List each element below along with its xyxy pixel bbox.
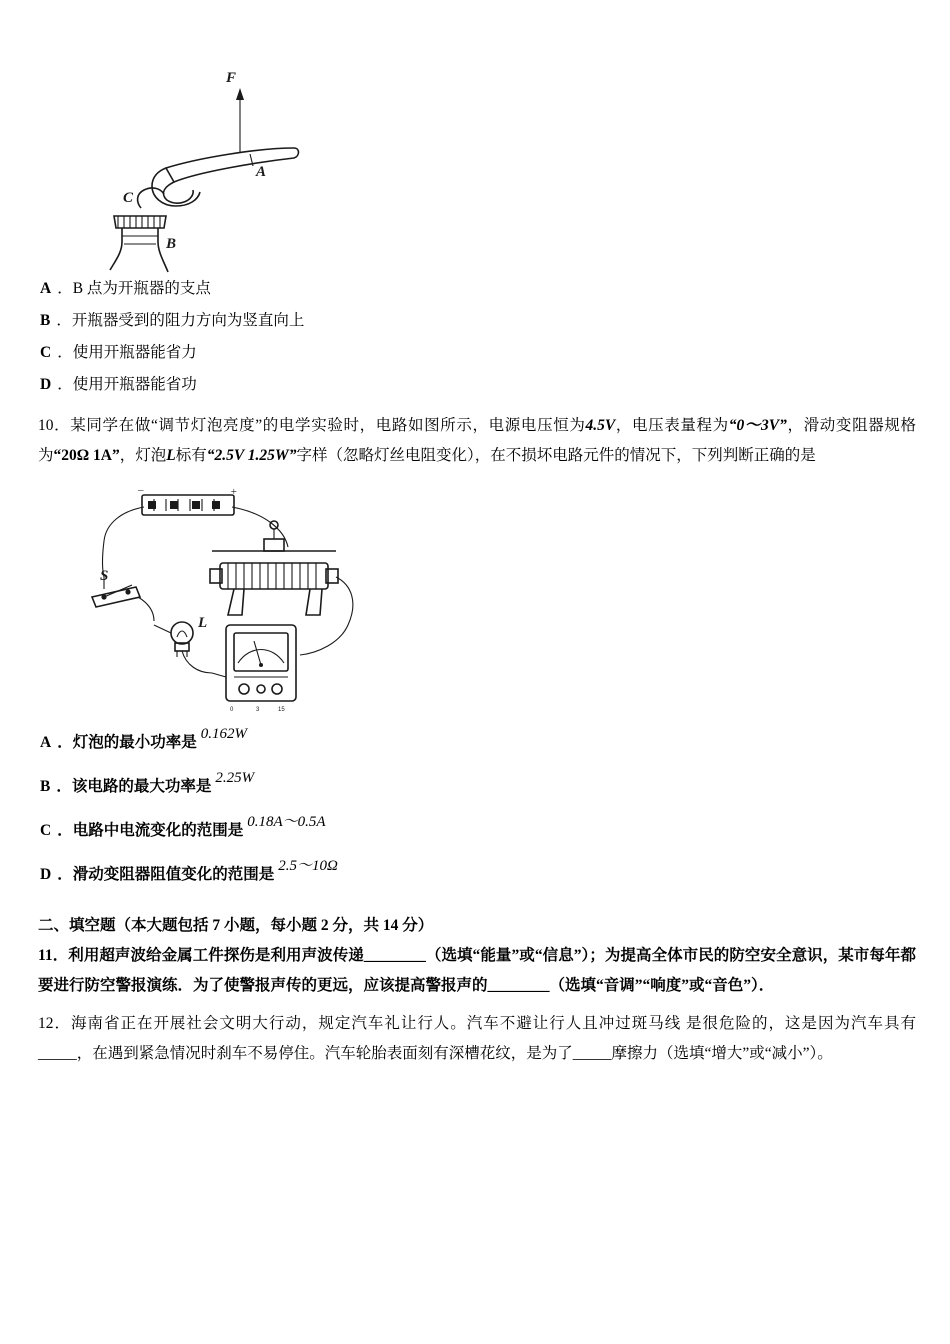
option-formula: 0.162W (200, 726, 247, 742)
option-row (38, 765, 916, 809)
question-11: 11．利用超声波给金属工件探伤是利用声波传递________（选填“能量”或“信息”）；为提高全体市民的防空安全意识，某市每年都要进行防空警报演练．为了使警报声传的更远，应该提高警报声的________（选填“音调”“响度”或“音色”）． (38, 947, 916, 994)
section-heading-fill-in-blank: 二、填空题（本大题包括 7 小题，每小题 2 分，共 14 分） (38, 917, 434, 934)
option-text: ．使用开瓶器能省力 (57, 344, 197, 361)
figure1-label-a: A (256, 164, 267, 180)
question-12-number: 12． (38, 1015, 71, 1032)
option-text: ．电路中电流变化的范围是 (57, 822, 244, 839)
svg-text:–: – (138, 485, 144, 496)
figure1-label-b: B (166, 236, 177, 252)
figure2-meter-tick-3: 3 (256, 707, 260, 713)
option-label: A (40, 280, 52, 297)
option-formula: 2.25W (215, 770, 255, 786)
option-label: C (40, 344, 52, 361)
blank-1: _____ (38, 1045, 77, 1062)
option-row (38, 721, 916, 765)
figure1-label-c: C (123, 190, 134, 206)
option-label: B (40, 312, 51, 329)
option-row (38, 339, 916, 367)
question-10-stem: 10．某同学在做“调节灯泡亮度”的电学实验时，电路如图所示，电源电压恒为4.5V，电压表量程为“0～3V”，滑动变阻器规格为“20Ω 1A”，灯泡L标有“2.5V 1.25W”字样（忽略灯丝电阻变化），在不损坏电路元件的情况下，下列判断正确的是 (38, 417, 916, 464)
figure-circuit (78, 485, 498, 715)
option-row (38, 275, 916, 303)
option-text: ．滑动变阻器阻值变化的范围是 (57, 866, 275, 883)
figure2-label-switch: S (100, 568, 109, 584)
option-text: ．该电路的最大功率是 (56, 778, 212, 795)
question-12: 12．海南省正在开展社会文明大行动，规定汽车礼让行人。汽车不避让行人且冲过斑马线 是很危险的，这是因为汽车具有_____，在遇到紧急情况时刹车不易停住。汽车轮胎表面刻有深槽花纹，是为了_____摩擦力（选填“增大”或“减小”）。 (38, 1015, 916, 1062)
blank-2: _____ (572, 1045, 612, 1062)
figure-bottle-opener (48, 30, 468, 275)
svg-text:+: + (230, 486, 238, 498)
option-text: ．使用开瓶器能省功 (57, 376, 197, 393)
option-row (38, 307, 916, 335)
option-row (38, 853, 916, 897)
figure2-meter-tick-15: 15 (278, 707, 285, 713)
question-11-number: 11． (38, 947, 69, 964)
option-text: ．灯泡的最小功率是 (57, 734, 197, 751)
question-10-number: 10． (38, 417, 71, 434)
option-row (38, 371, 916, 399)
blank-1: ________ (363, 947, 426, 964)
option-text: ．开瓶器受到的阻力方向为竖直向上 (56, 312, 305, 329)
figure1-label-force: F (226, 70, 237, 86)
option-label: D (40, 866, 52, 883)
option-row (38, 809, 916, 853)
blank-2: ________ (487, 977, 550, 994)
option-formula: 0.18A～0.5A (247, 814, 326, 830)
figure2-label-lamp: L (198, 615, 208, 631)
option-label: D (40, 376, 52, 393)
figure2-meter-tick-0: 0 (230, 707, 234, 713)
option-formula: 2.5～10Ω (278, 858, 338, 874)
option-label: C (40, 822, 52, 839)
page-content (38, 30, 916, 1069)
option-label: A (40, 734, 52, 751)
option-text: ．B 点为开瓶器的支点 (57, 280, 211, 297)
option-label: B (40, 778, 51, 795)
